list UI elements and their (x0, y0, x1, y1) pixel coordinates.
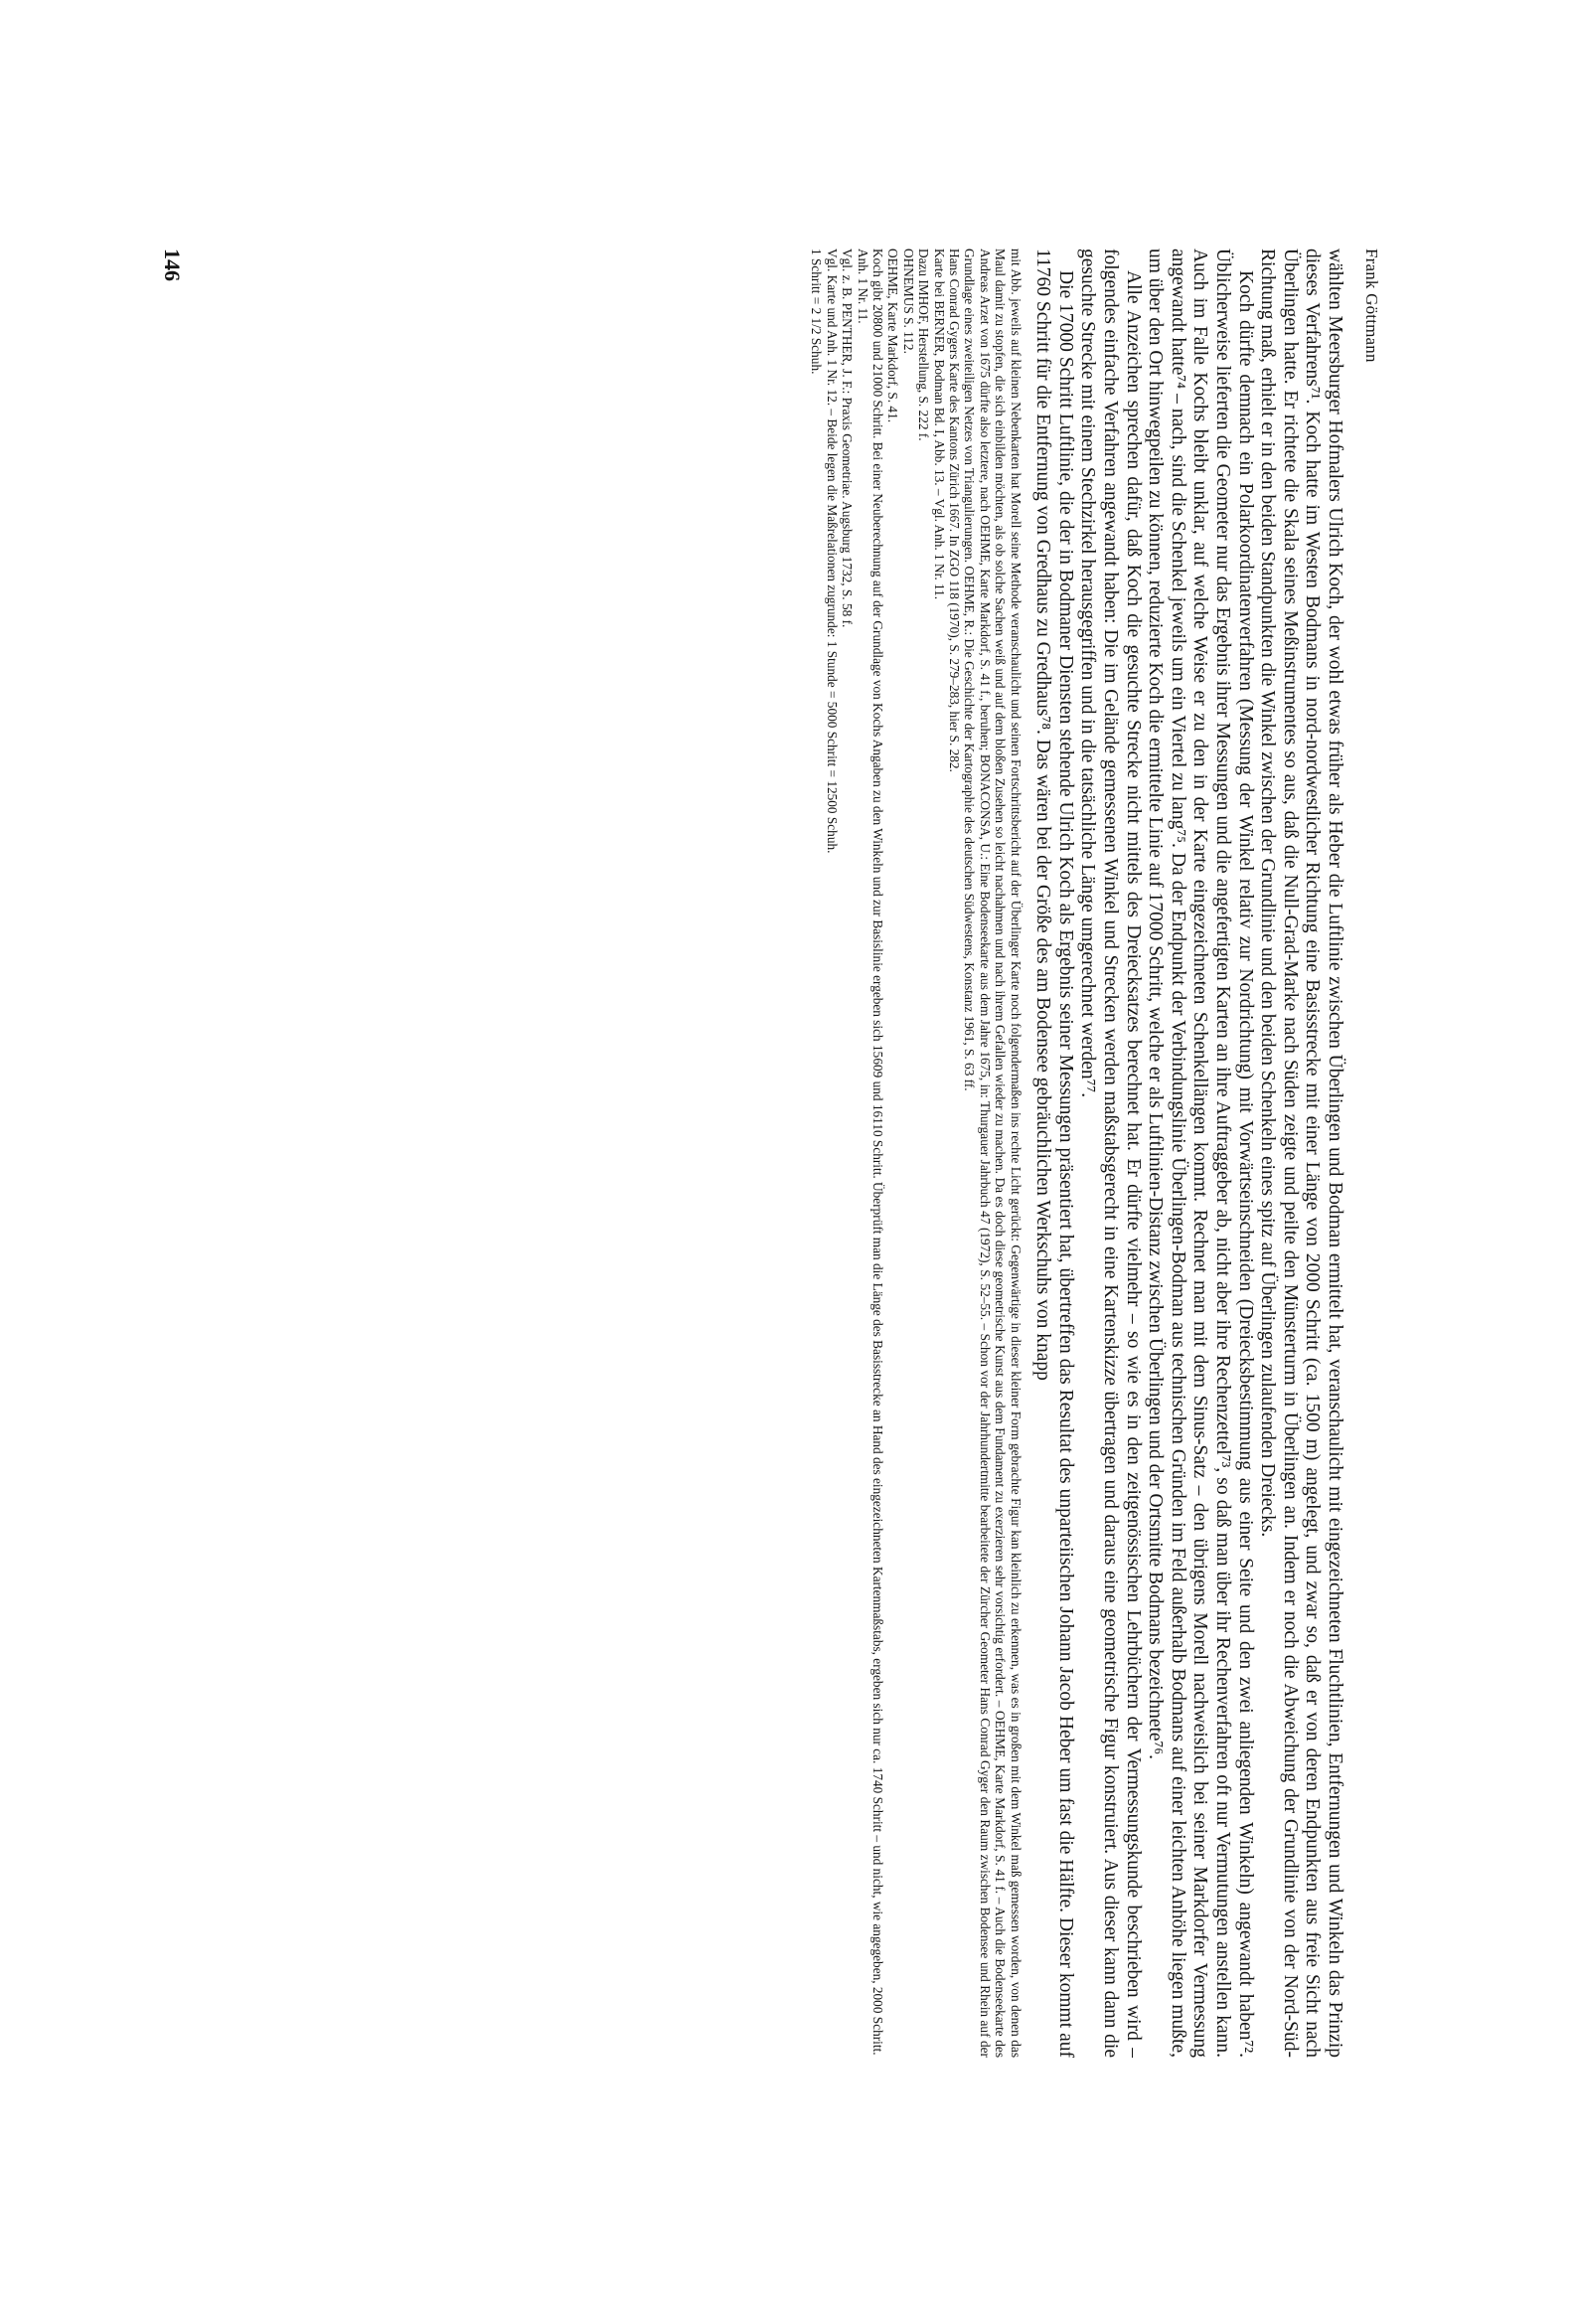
left-paragraph: Die 17000 Schritt Luftlinie, die der in Bodmaner Diensten stehende Ulrich Koch als Ergebnis seiner Messungen präsentiert hat, übertreffen das Resultat des unparteiischen Johann Jacob Heber um fast die Hälfte. Dieser kommt auf 11760 Schritt für die Entfernung von Gredhaus zu Gredhaus⁷⁸. Das wären bei der Größe des am Bodensee gebräuchlichen Werkschuhs von knapp (1032, 249, 1076, 2058)
left-paragraph: wählten Meersburger Hofmalers Ulrich Koch, der wohl etwas früher als Heber die Luftlinie zwischen Überlingen und Bodman ermittelt hat, veranschaulicht mit eingezeichneten Fluchtlinien, Entfernungen und Winkeln das Prinzip dieses Verfahrens⁷¹. Koch hatte im Westen Bodmans in nord-nordwestlicher Richtung eine Basisstrecke mit einer Länge von 2000 Schritt (ca. 1500 m) angelegt, und zwar so, daß er von deren Endpunkten aus freie Sicht nach Überlingen hatte. Er richtete die Skala seines Meßinstrumentes so aus, daß die Null-Grad-Marke nach Süden zeigte und peilte den Münsterturm in Überlingen an. Indem er noch die Abweichung der Grundlinie von der Nord-Süd-Richtung maß, erhielt er in den beiden Standpunkten die Winkel zwischen der Grundlinie und den beiden Schenkeln eines spitz auf Überlingen zulaufenden Dreiecks. (1257, 249, 1345, 2058)
left-paragraph: Koch dürfte demnach ein Polarkoordinatenverfahren (Messung der Winkel relativ zur Nordrichtung) mit Vorwärtseinschneiden (Dreiecksbestimmung aus einer Seite und den zwei anliegenden Winkeln) angewandt haben⁷². Üblicherweise lieferten die Geometer nur das Ergebnis ihrer Messungen und die angefertigten Karten an ihre Auftraggeber ab, nicht aber ihre Rechenzettel⁷³, so daß man über ihr Rechenverfahren oft nur Vermutungen anstellen kann. Auch im Falle Kochs bleibt unklar, auf welche Weise er zu den in der Karte eingezeichneten Schenkellängen kommt. Rechnet man mit dem Sinus-Satz – den übrigens Morell nachweislich bei seiner Markdorfer Vermessung angewandt hatte⁷⁴ – nach, sind die Schenkel jeweils um ein Viertel zu lang⁷⁵. Da der Endpunkt der Verbindungslinie Überlingen-Bodman aus technischen Gründen im Feld außerhalb Bodmans auf einer leichten Anhöhe liegen mußte, um über den Ort hinwegpeilen zu können, reduzierte Koch die ermittelte Linie auf 17000 Schritt, welche er als Luftlinien-Distanz zwischen Überlingen und der Ortsmitte Bodmans bezeichnete⁷⁶. (1145, 249, 1256, 2058)
right-page-content (159, 1183, 1371, 2187)
footnote: 1 Schritt = 2 1/2 Schuh. (809, 249, 825, 375)
left-running-head: Frank Göttmann (1362, 249, 1381, 363)
footnote: OHNEMUS S. 112. (900, 249, 916, 354)
footnote: Dazu IMHOF, Herstellung, S. 222 f. (916, 249, 932, 441)
footnote: Karte bei BERNER, Bodman Bd. I, Abb. 13. – Vgl. Anh. 1 Nr. 11. (931, 249, 947, 600)
left-page-number: 146 (160, 249, 185, 281)
footnote: Vgl. z. B. PENTHER, J. F.: Praxis Geometriae. Augsburg 1732, S. 58 f. (840, 249, 856, 628)
footnote: Hans Conrad Gygers Karte des Kantons Zürich 1667. In ZGO 118 (1970), S. 279–283, hier S. 282. (947, 249, 963, 772)
footnote: OEHME, Karte Markdorf, S. 41. (885, 249, 901, 423)
footnote: mit Abb. jeweils auf kleinen Nebenkarten hat Morell seine Methode veranschaulicht und seinen Fortschrittsbericht auf der Überlinger Karte noch folgendermaßen ins rechte Licht gerückt: Gegenwärtige in dieser kleiner Form gebrachte Figur kan kleinlich zu erkennen, was es in großen mit dem Winkel maß gemessen worden, von denen das Maul damit zu stopfen, die sich einbilden möchten, als ob solche Sachen weiß und auf dem bloßen Zusehen so leicht nachahmen und nach ihrem Gefallen wieder zu machen. Da es doch diese geometrische Kunst aus dem Fundament zu exerzieren sehr vorsichtig erfordert. – OEHME, Karte Markdorf, S. 41 f. – Auch die Bodenseekarte des Andreas Arzet von 1675 dürfte also letztere, nach OEHME, Karte Markdorf, S. 41 f., beruhen; BONACONSA, U.: Eine Bodenseekarte aus dem Jahre 1675, in: Thurgauer Jahrbuch 47 (1972), S. 52–55. – Schon vor der Jahrhundertmitte bearbeitete der Zürcher Geometer Hans Conrad Gyger den Raum zwischen Bodensee und Rhein auf der Grundlage eines zweiteiligen Netzes von Triangulierungen. OEHME, R.: Die Geschichte der Kartographie des deutschen Südwestens, Konstanz 1961, S. 63 ff. (962, 249, 1024, 2058)
footnote: Vgl. Karte und Anh. 1 Nr. 12. – Beide legen die Maßrelationen zugrunde: 1 Stunde = 5000 Schritt = 12500 Schuh. (824, 249, 840, 854)
footnote: Anh. 1 Nr. 11. (855, 249, 870, 324)
footnote: Koch gibt 20800 und 21000 Schritt. Bei einer Neuberechnung auf der Grundlage von Kochs Angaben zu den Winkeln und zur Basislinie ergeben sich 15609 und 16110 Schritt. Überprüft man die Länge des Basisstrecke an Hand des eingezeichneten Kartenmaßstabs, ergeben sich nur ca. 1740 Schritt – und nicht, wie angegeben, 2000 Schritt. (870, 249, 886, 2056)
left-paragraph: Alle Anzeichen sprechen dafür, daß Koch die gesuchte Strecke nicht mittels des Dreiecksatzes berechnet hat. Er dürfte vielmehr – so wie es in den zeitgenössischen Lehrbüchern der Vermessungskunde beschrieben wird – folgendes einfache Verfahren angewandt haben: Die im Gelände gemessenen Winkel und Strecken werden maßstabsgerecht in eine Kartenskizze übertragen und daraus eine geometrische Figur konstruiert. Aus dieser kann dann die gesuchte Strecke mit einem Stechzirkel herausgegriffen und in die tatsächliche Länge umgerechnet werden⁷⁷. (1077, 249, 1144, 2058)
